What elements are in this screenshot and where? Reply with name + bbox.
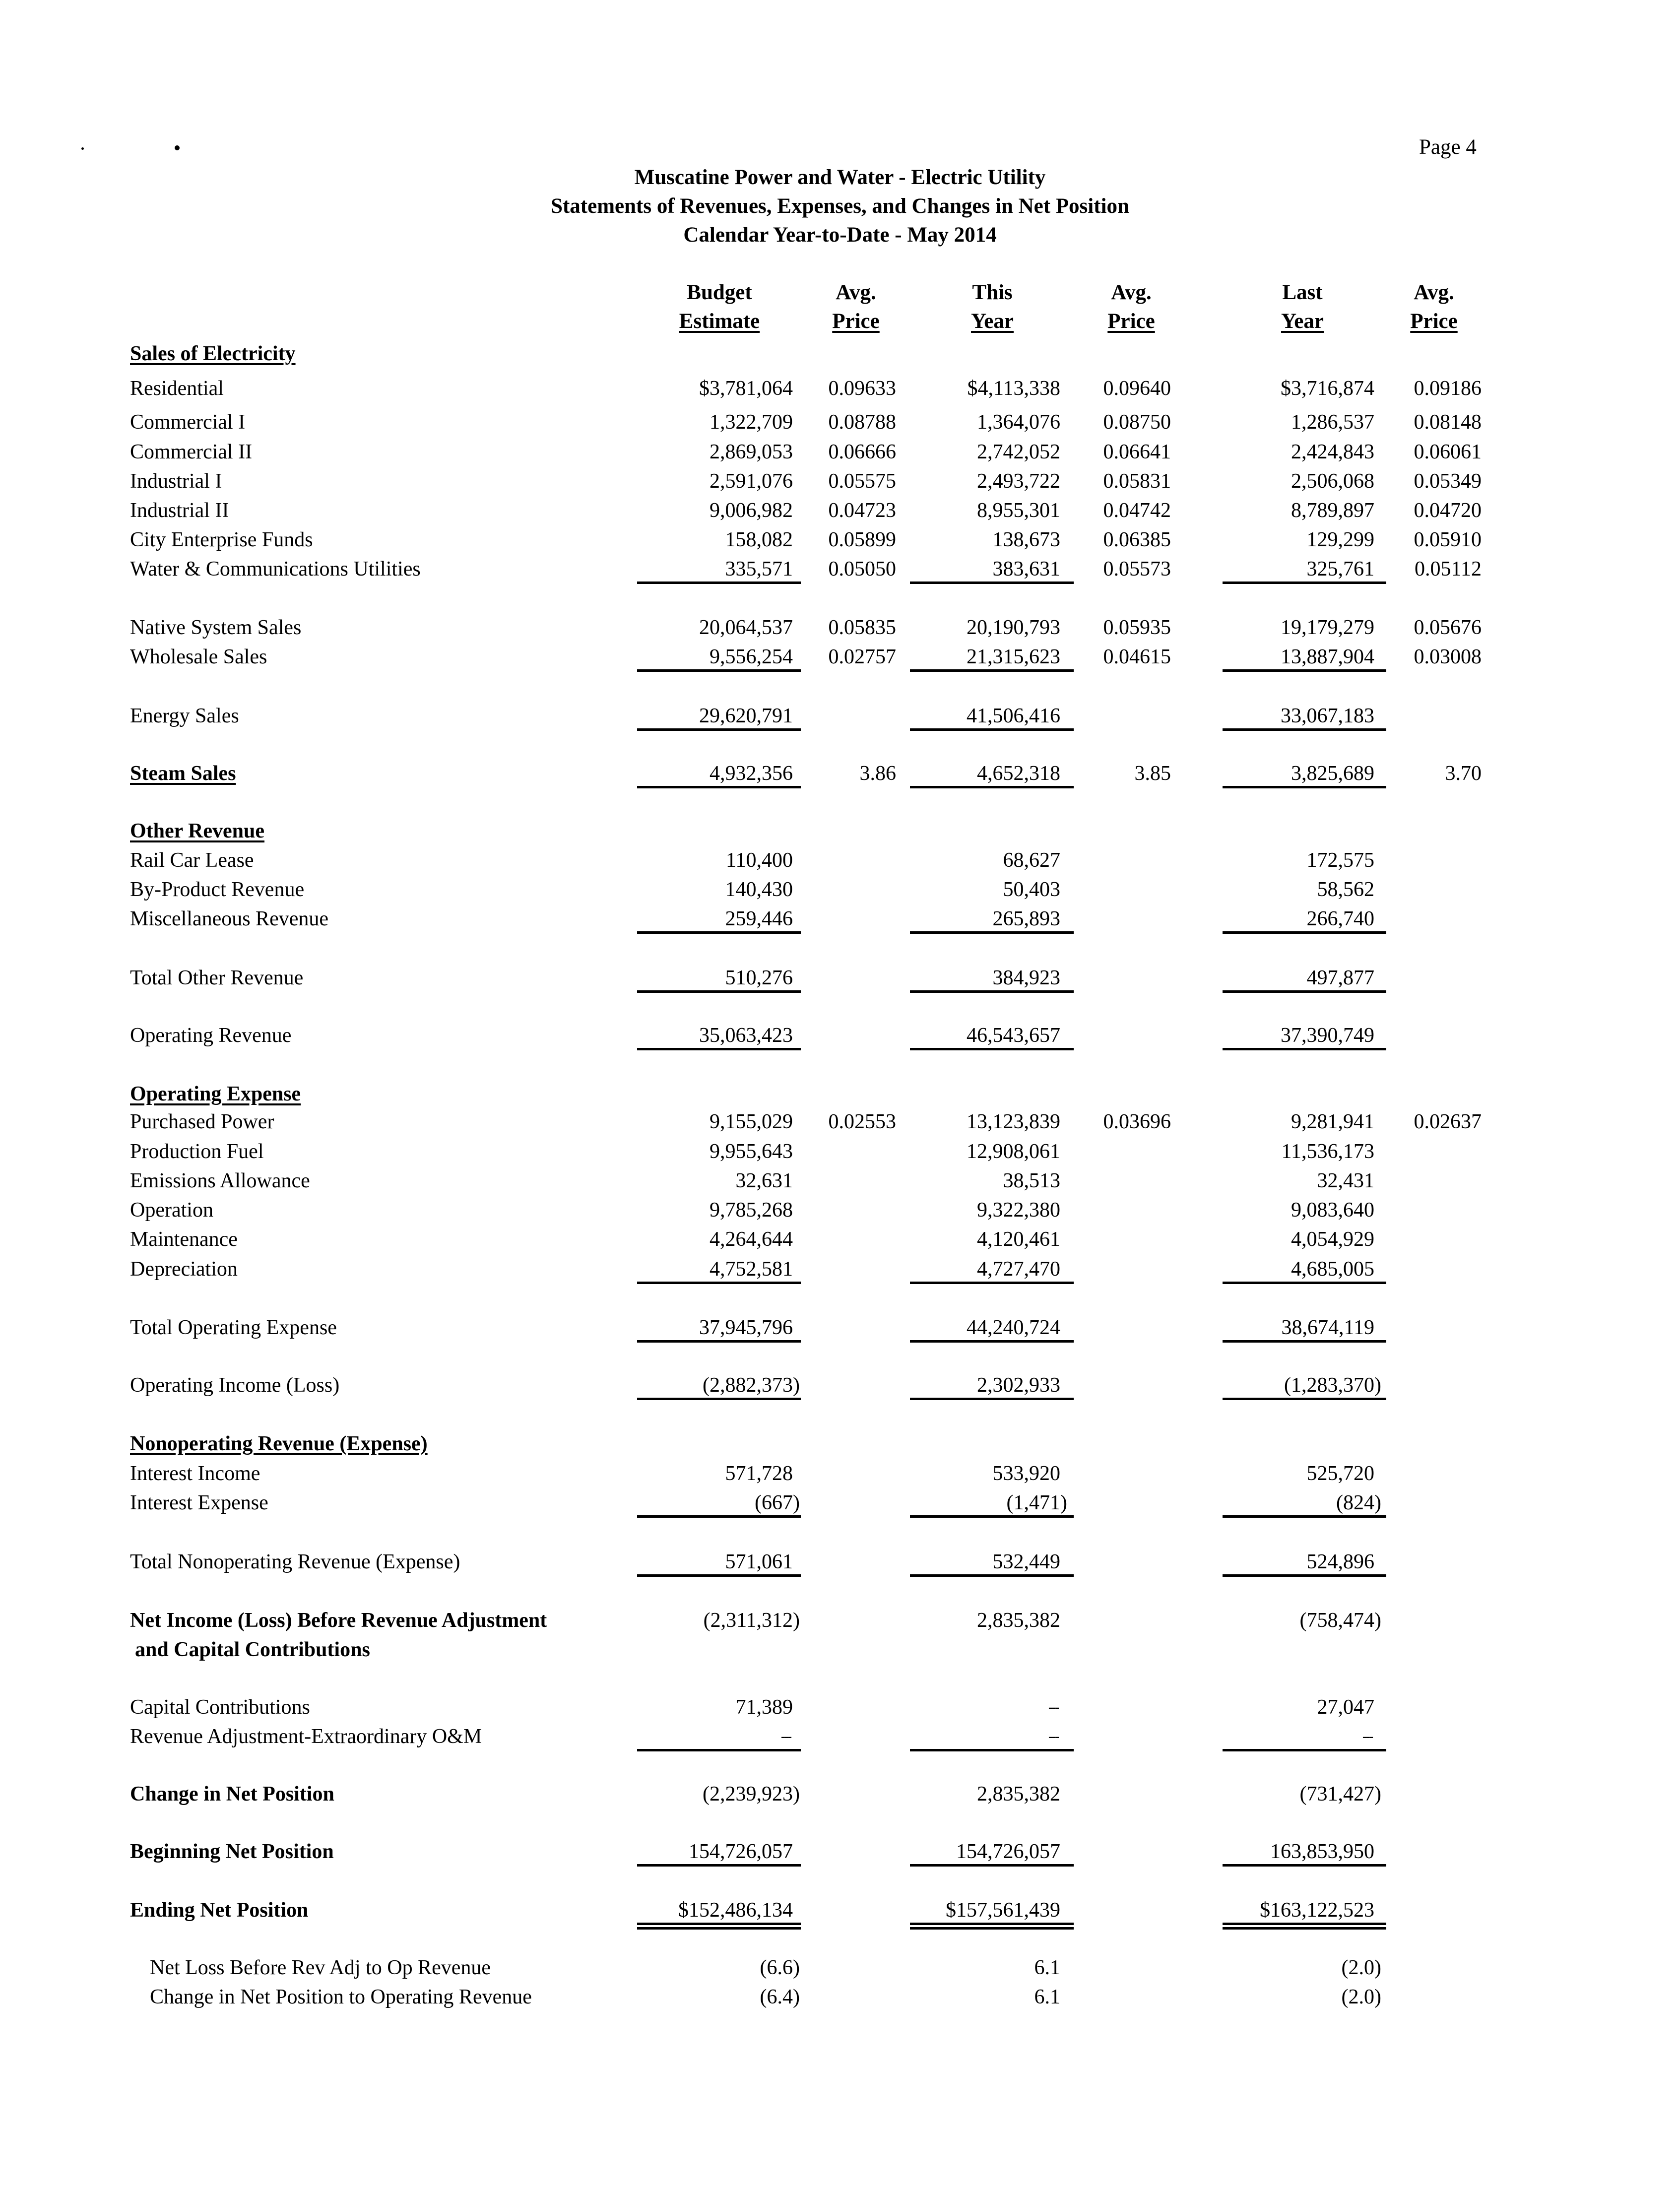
cell-budget: 9,785,268 bbox=[710, 1199, 793, 1222]
cell-last-year: --- bbox=[1362, 1729, 1372, 1743]
underline-rule bbox=[910, 1864, 1074, 1867]
underline-rule bbox=[910, 1574, 1074, 1577]
row-label: Beginning Net Position bbox=[130, 1840, 334, 1863]
row-label: Net Loss Before Rev Adj to Op Revenue bbox=[150, 1956, 491, 1979]
underline-rule bbox=[637, 1282, 801, 1284]
cell-last-price: 3.70 bbox=[1445, 762, 1482, 785]
underline-rule bbox=[637, 931, 801, 934]
cell-last-year: 172,575 bbox=[1306, 849, 1374, 872]
cell-this-year: 20,190,793 bbox=[967, 616, 1060, 639]
cell-budget: 571,728 bbox=[725, 1462, 793, 1485]
cell-this-price: 0.08750 bbox=[1103, 411, 1171, 434]
underline-rule bbox=[637, 1864, 801, 1867]
cell-last-year: (824) bbox=[1336, 1491, 1381, 1514]
cell-last-year: 11,536,173 bbox=[1281, 1140, 1374, 1163]
cell-budget: (667) bbox=[755, 1491, 800, 1514]
cell-last-price: 0.09186 bbox=[1414, 377, 1482, 400]
cell-this-price: 0.04742 bbox=[1103, 499, 1171, 522]
col-avg2-line1: Avg. bbox=[1111, 281, 1152, 304]
cell-last-year: 3,825,689 bbox=[1291, 762, 1374, 785]
cell-budget-price: 0.08788 bbox=[828, 411, 896, 434]
underline-rule bbox=[1223, 1398, 1386, 1400]
row-label: Operating Income (Loss) bbox=[130, 1374, 340, 1397]
cell-budget: 9,155,029 bbox=[710, 1110, 793, 1133]
row-label: Wholesale Sales bbox=[130, 645, 267, 668]
cell-budget: $3,781,064 bbox=[699, 377, 793, 400]
cell-budget: 4,264,644 bbox=[710, 1228, 793, 1251]
cell-last-year: 58,562 bbox=[1317, 878, 1374, 901]
underline-rule bbox=[1223, 786, 1386, 788]
cell-last-year: 2,424,843 bbox=[1291, 441, 1374, 463]
underline-rule bbox=[1223, 1515, 1386, 1518]
report-subtitle: Statements of Revenues, Expenses, and Changes in Net Position bbox=[551, 194, 1129, 218]
row-label: Total Other Revenue bbox=[130, 967, 304, 989]
row-label: Emissions Allowance bbox=[130, 1169, 310, 1192]
underline-rule bbox=[910, 786, 1074, 788]
underline-rule bbox=[1223, 1340, 1386, 1343]
cell-budget-price: 0.02757 bbox=[828, 645, 896, 668]
underline-rule bbox=[637, 786, 801, 788]
cell-budget: 158,082 bbox=[725, 528, 793, 551]
col-avg3-line2: Price bbox=[1410, 310, 1458, 333]
row-label: Nonoperating Revenue (Expense) bbox=[130, 1432, 428, 1455]
cell-last-year: 38,674,119 bbox=[1281, 1316, 1374, 1339]
col-this-line2: Year bbox=[971, 310, 1014, 333]
cell-last-year: 2,506,068 bbox=[1291, 470, 1374, 493]
cell-budget: 32,631 bbox=[735, 1169, 793, 1192]
cell-this-year: (1,471) bbox=[1006, 1491, 1067, 1514]
row-label: Change in Net Position bbox=[130, 1783, 334, 1806]
row-label: Interest Expense bbox=[130, 1491, 268, 1514]
cell-this-year: 44,240,724 bbox=[967, 1316, 1060, 1339]
row-label: Operating Revenue bbox=[130, 1024, 292, 1047]
cell-last-year: 8,789,897 bbox=[1291, 499, 1374, 522]
cell-budget-price: 0.05050 bbox=[828, 558, 896, 581]
cell-budget: 2,869,053 bbox=[710, 441, 793, 463]
row-label: Native System Sales bbox=[130, 616, 302, 639]
row-label: Sales of Electricity bbox=[130, 342, 296, 365]
cell-this-price: 0.06641 bbox=[1103, 441, 1171, 463]
underline-rule bbox=[1223, 581, 1386, 584]
cell-last-year: $163,122,523 bbox=[1260, 1899, 1374, 1922]
double-underline-rule bbox=[637, 1923, 801, 1930]
underline-rule bbox=[910, 1515, 1074, 1518]
underline-rule bbox=[637, 990, 801, 993]
cell-this-year: 138,673 bbox=[992, 528, 1060, 551]
cell-last-year: 129,299 bbox=[1306, 528, 1374, 551]
cell-last-price: 0.06061 bbox=[1414, 441, 1482, 463]
row-label: Ending Net Position bbox=[130, 1899, 309, 1922]
col-avg2-line2: Price bbox=[1107, 310, 1155, 333]
cell-this-price: 0.05831 bbox=[1103, 470, 1171, 493]
underline-rule bbox=[1223, 990, 1386, 993]
cell-last-year: (758,474) bbox=[1299, 1609, 1381, 1632]
col-budget-line2: Estimate bbox=[679, 310, 760, 333]
col-avg1-line1: Avg. bbox=[836, 281, 876, 304]
cell-last-price: 0.03008 bbox=[1414, 645, 1482, 668]
cell-this-year: 533,920 bbox=[992, 1462, 1060, 1485]
cell-budget: --- bbox=[781, 1729, 791, 1743]
cell-budget: (2,882,373) bbox=[703, 1374, 800, 1397]
row-label: Operating Expense bbox=[130, 1083, 301, 1105]
row-label: Steam Sales bbox=[130, 762, 236, 785]
underline-rule bbox=[910, 1048, 1074, 1050]
underline-rule bbox=[637, 1749, 801, 1751]
cell-budget: 9,556,254 bbox=[710, 645, 793, 668]
underline-rule bbox=[910, 1749, 1074, 1751]
cell-budget: 29,620,791 bbox=[699, 705, 793, 727]
underline-rule bbox=[637, 1574, 801, 1577]
row-label: Industrial I bbox=[130, 470, 222, 493]
cell-last-price: 0.02637 bbox=[1414, 1110, 1482, 1133]
cell-budget: 4,932,356 bbox=[710, 762, 793, 785]
row-label: By-Product Revenue bbox=[130, 878, 305, 901]
cell-budget-price: 0.09633 bbox=[828, 377, 896, 400]
cell-last-year: 32,431 bbox=[1317, 1169, 1374, 1192]
underline-rule bbox=[1223, 669, 1386, 672]
double-underline-rule bbox=[1223, 1923, 1386, 1930]
cell-this-year: 265,893 bbox=[992, 907, 1060, 930]
cell-this-year: 154,726,057 bbox=[956, 1840, 1060, 1863]
row-label: Total Operating Expense bbox=[130, 1316, 337, 1339]
row-label: Commercial II bbox=[130, 441, 253, 463]
cell-budget: 71,389 bbox=[735, 1696, 793, 1719]
cell-this-year: 50,403 bbox=[1003, 878, 1060, 901]
scan-speck bbox=[175, 145, 180, 150]
cell-this-price: 3.85 bbox=[1134, 762, 1171, 785]
scan-speck bbox=[81, 147, 84, 150]
underline-rule bbox=[1223, 1282, 1386, 1284]
cell-last-year: (2.0) bbox=[1341, 1956, 1381, 1979]
cell-budget-price: 0.02553 bbox=[828, 1110, 896, 1133]
cell-this-year: 46,543,657 bbox=[967, 1024, 1060, 1047]
cell-this-year: 383,631 bbox=[992, 558, 1060, 581]
cell-this-year: 13,123,839 bbox=[967, 1110, 1060, 1133]
cell-this-year: 2,835,382 bbox=[977, 1609, 1060, 1632]
cell-last-year: 497,877 bbox=[1306, 967, 1374, 989]
cell-budget: 20,064,537 bbox=[699, 616, 793, 639]
cell-this-year: $4,113,338 bbox=[967, 377, 1060, 400]
row-label: City Enterprise Funds bbox=[130, 528, 313, 551]
cell-budget: 140,430 bbox=[725, 878, 793, 901]
cell-budget: 1,322,709 bbox=[710, 411, 793, 434]
cell-budget-price: 0.05835 bbox=[828, 616, 896, 639]
cell-last-year: 524,896 bbox=[1306, 1550, 1374, 1573]
cell-budget: (6.6) bbox=[760, 1956, 800, 1979]
cell-last-year: 163,853,950 bbox=[1270, 1840, 1374, 1863]
cell-this-year: 532,449 bbox=[992, 1550, 1060, 1573]
col-budget-line1: Budget bbox=[687, 281, 752, 304]
cell-last-year: 9,281,941 bbox=[1291, 1110, 1374, 1133]
page-number: Page 4 bbox=[1419, 135, 1477, 159]
cell-last-year: 37,390,749 bbox=[1281, 1024, 1374, 1047]
row-label: Residential bbox=[130, 377, 224, 400]
cell-this-year: 41,506,416 bbox=[967, 705, 1060, 727]
cell-budget: 2,591,076 bbox=[710, 470, 793, 493]
cell-last-year: 325,761 bbox=[1306, 558, 1374, 581]
underline-rule bbox=[1223, 931, 1386, 934]
cell-budget: 9,006,982 bbox=[710, 499, 793, 522]
cell-last-year: 13,887,904 bbox=[1281, 645, 1374, 668]
row-label: Net Income (Loss) Before Revenue Adjustment bbox=[130, 1609, 547, 1632]
row-label: Energy Sales bbox=[130, 705, 239, 727]
underline-rule bbox=[1223, 728, 1386, 731]
row-label: Miscellaneous Revenue bbox=[130, 907, 329, 930]
report-title: Muscatine Power and Water - Electric Utility bbox=[634, 166, 1046, 189]
cell-last-year: 266,740 bbox=[1306, 907, 1374, 930]
cell-budget: 35,063,423 bbox=[699, 1024, 793, 1047]
cell-last-year: (1,283,370) bbox=[1284, 1374, 1381, 1397]
cell-this-year: --- bbox=[1048, 1700, 1058, 1714]
underline-rule bbox=[910, 931, 1074, 934]
cell-this-price: 0.04615 bbox=[1103, 645, 1171, 668]
row-label: Total Nonoperating Revenue (Expense) bbox=[130, 1550, 460, 1573]
cell-this-year: 6.1 bbox=[1034, 1986, 1060, 2008]
cell-this-year: 21,315,623 bbox=[967, 645, 1060, 668]
col-avg1-line2: Price bbox=[832, 310, 880, 333]
underline-rule bbox=[910, 1282, 1074, 1284]
cell-last-price: 0.08148 bbox=[1414, 411, 1482, 434]
cell-budget: $152,486,134 bbox=[678, 1899, 793, 1922]
underline-rule bbox=[637, 1398, 801, 1400]
cell-budget: 335,571 bbox=[725, 558, 793, 581]
cell-this-price: 0.05935 bbox=[1103, 616, 1171, 639]
cell-this-year: 6.1 bbox=[1034, 1956, 1060, 1979]
cell-this-year: --- bbox=[1048, 1729, 1058, 1743]
row-label: Purchased Power bbox=[130, 1110, 274, 1133]
cell-this-price: 0.03696 bbox=[1103, 1110, 1171, 1133]
double-underline-rule bbox=[910, 1923, 1074, 1930]
cell-last-year: 33,067,183 bbox=[1281, 705, 1374, 727]
underline-rule bbox=[1223, 1749, 1386, 1751]
underline-rule bbox=[637, 1515, 801, 1518]
cell-this-year: 2,835,382 bbox=[977, 1783, 1060, 1806]
cell-this-price: 0.05573 bbox=[1103, 558, 1171, 581]
col-this-line1: This bbox=[972, 281, 1013, 304]
row-label: Depreciation bbox=[130, 1258, 238, 1281]
underline-rule bbox=[910, 581, 1074, 584]
cell-last-year: (731,427) bbox=[1299, 1783, 1381, 1806]
row-label: Commercial I bbox=[130, 411, 246, 434]
cell-last-year: 4,054,929 bbox=[1291, 1228, 1374, 1251]
row-label: Capital Contributions bbox=[130, 1696, 310, 1719]
col-avg3-line1: Avg. bbox=[1414, 281, 1454, 304]
underline-rule bbox=[637, 1340, 801, 1343]
cell-budget: 4,752,581 bbox=[710, 1258, 793, 1281]
underline-rule bbox=[637, 1048, 801, 1050]
cell-this-year: $157,561,439 bbox=[946, 1899, 1060, 1922]
underline-rule bbox=[1223, 1048, 1386, 1050]
cell-last-year: 19,179,279 bbox=[1281, 616, 1374, 639]
cell-budget: 110,400 bbox=[726, 849, 793, 872]
cell-last-price: 0.05349 bbox=[1414, 470, 1482, 493]
underline-rule bbox=[910, 990, 1074, 993]
col-last-line2: Year bbox=[1281, 310, 1324, 333]
cell-this-year: 2,493,722 bbox=[977, 470, 1060, 493]
cell-last-year: 4,685,005 bbox=[1291, 1258, 1374, 1281]
cell-last-price: 0.05910 bbox=[1414, 528, 1482, 551]
cell-last-year: 1,286,537 bbox=[1291, 411, 1374, 434]
cell-this-year: 4,727,470 bbox=[977, 1258, 1060, 1281]
cell-budget-price: 0.05575 bbox=[828, 470, 896, 493]
cell-budget-price: 0.05899 bbox=[828, 528, 896, 551]
row-label: Revenue Adjustment-Extraordinary O&M bbox=[130, 1725, 482, 1748]
cell-last-year: $3,716,874 bbox=[1281, 377, 1374, 400]
underline-rule bbox=[910, 1398, 1074, 1400]
cell-this-year: 12,908,061 bbox=[967, 1140, 1060, 1163]
cell-budget: 571,061 bbox=[725, 1550, 793, 1573]
cell-last-price: 0.05112 bbox=[1415, 558, 1482, 581]
cell-this-year: 2,302,933 bbox=[977, 1374, 1060, 1397]
cell-this-year: 4,120,461 bbox=[977, 1228, 1060, 1251]
cell-budget: (6.4) bbox=[760, 1986, 800, 2008]
cell-budget: 510,276 bbox=[725, 967, 793, 989]
underline-rule bbox=[1223, 1864, 1386, 1867]
cell-last-year: 525,720 bbox=[1306, 1462, 1374, 1485]
row-label: Maintenance bbox=[130, 1228, 238, 1251]
cell-budget: (2,239,923) bbox=[703, 1783, 800, 1806]
cell-budget: (2,311,312) bbox=[703, 1609, 800, 1632]
underline-rule bbox=[637, 669, 801, 672]
col-last-line1: Last bbox=[1282, 281, 1323, 304]
cell-budget: 37,945,796 bbox=[699, 1316, 793, 1339]
underline-rule bbox=[910, 669, 1074, 672]
row-label: Change in Net Position to Operating Revenue bbox=[150, 1986, 532, 2008]
underline-rule bbox=[910, 728, 1074, 731]
cell-this-year: 9,322,380 bbox=[977, 1199, 1060, 1222]
underline-rule bbox=[910, 1340, 1074, 1343]
underline-rule bbox=[637, 728, 801, 731]
cell-this-year: 8,955,301 bbox=[977, 499, 1060, 522]
underline-rule bbox=[637, 581, 801, 584]
cell-last-price: 0.05676 bbox=[1414, 616, 1482, 639]
report-period: Calendar Year-to-Date - May 2014 bbox=[683, 223, 997, 247]
row-label: Production Fuel bbox=[130, 1140, 264, 1163]
row-label: Operation bbox=[130, 1199, 213, 1222]
cell-this-year: 384,923 bbox=[992, 967, 1060, 989]
cell-last-price: 0.04720 bbox=[1414, 499, 1482, 522]
cell-last-year: 27,047 bbox=[1317, 1696, 1374, 1719]
cell-this-year: 68,627 bbox=[1003, 849, 1060, 872]
cell-budget-price: 0.06666 bbox=[828, 441, 896, 463]
row-label: Other Revenue bbox=[130, 820, 265, 842]
cell-this-price: 0.09640 bbox=[1103, 377, 1171, 400]
cell-this-year: 2,742,052 bbox=[977, 441, 1060, 463]
row-label: Interest Income bbox=[130, 1462, 260, 1485]
underline-rule bbox=[1223, 1574, 1386, 1577]
cell-this-year: 1,364,076 bbox=[977, 411, 1060, 434]
cell-budget-price: 0.04723 bbox=[828, 499, 896, 522]
row-label: Industrial II bbox=[130, 499, 229, 522]
row-label: and Capital Contributions bbox=[135, 1638, 370, 1661]
cell-last-year: (2.0) bbox=[1341, 1986, 1381, 2008]
cell-budget-price: 3.86 bbox=[859, 762, 896, 785]
cell-this-year: 38,513 bbox=[1003, 1169, 1060, 1192]
cell-budget: 154,726,057 bbox=[689, 1840, 793, 1863]
cell-this-price: 0.06385 bbox=[1103, 528, 1171, 551]
row-label: Rail Car Lease bbox=[130, 849, 254, 872]
cell-last-year: 9,083,640 bbox=[1291, 1199, 1374, 1222]
cell-budget: 259,446 bbox=[725, 907, 793, 930]
cell-budget: 9,955,643 bbox=[710, 1140, 793, 1163]
row-label: Water & Communications Utilities bbox=[130, 558, 421, 581]
cell-this-year: 4,652,318 bbox=[977, 762, 1060, 785]
